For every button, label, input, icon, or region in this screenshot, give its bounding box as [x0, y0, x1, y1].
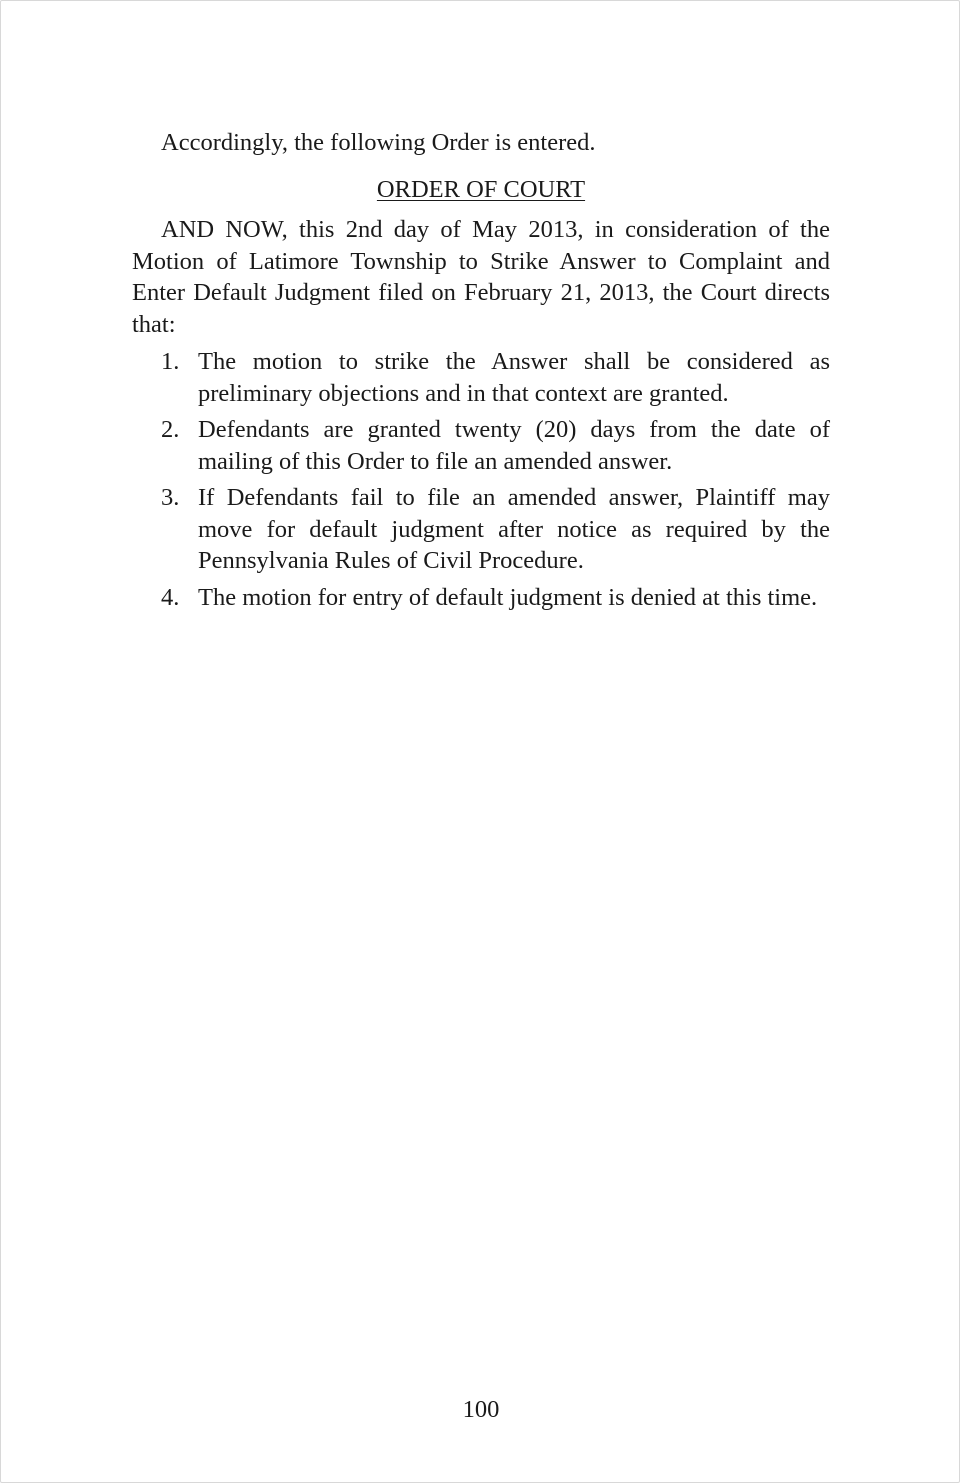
item-text: Defendants are granted twenty (20) days from the date of mailing of this Order to file an amended answer. [198, 416, 830, 475]
item-number: 4. [161, 583, 180, 611]
order-items-list [132, 346, 830, 613]
intro-sentence: Accordingly, the following Order is entered. [161, 129, 596, 156]
list-item [132, 414, 830, 477]
order-heading: ORDER OF COURT [376, 175, 586, 203]
item-number: 3. [161, 484, 180, 511]
item-text: The motion to strike the Answer shall be considered as preliminary objections and in that context are granted. [198, 348, 830, 407]
item-text: If Defendants fail to file an amended answer, Plaintiff may move for default judgment after notice as required by the Pennsylvania Rules of Civil Procedure. [198, 484, 830, 574]
page-body [132, 127, 830, 618]
list-item [132, 346, 830, 409]
item-number: 1. [161, 348, 180, 375]
list-item [132, 582, 830, 614]
item-number: 2. [161, 416, 180, 443]
order-paragraph: AND NOW, this 2nd day of May 2013, in consideration of the Motion of Latimore Township to Strike Answer to Complaint and Enter Default Judgment filed on February 21, 2013, the Court directs that: [132, 216, 830, 338]
item-text: The motion for entry of default judgment is denied at this time. [198, 583, 818, 611]
page-number: 100 [462, 1396, 500, 1423]
list-item [132, 482, 830, 577]
